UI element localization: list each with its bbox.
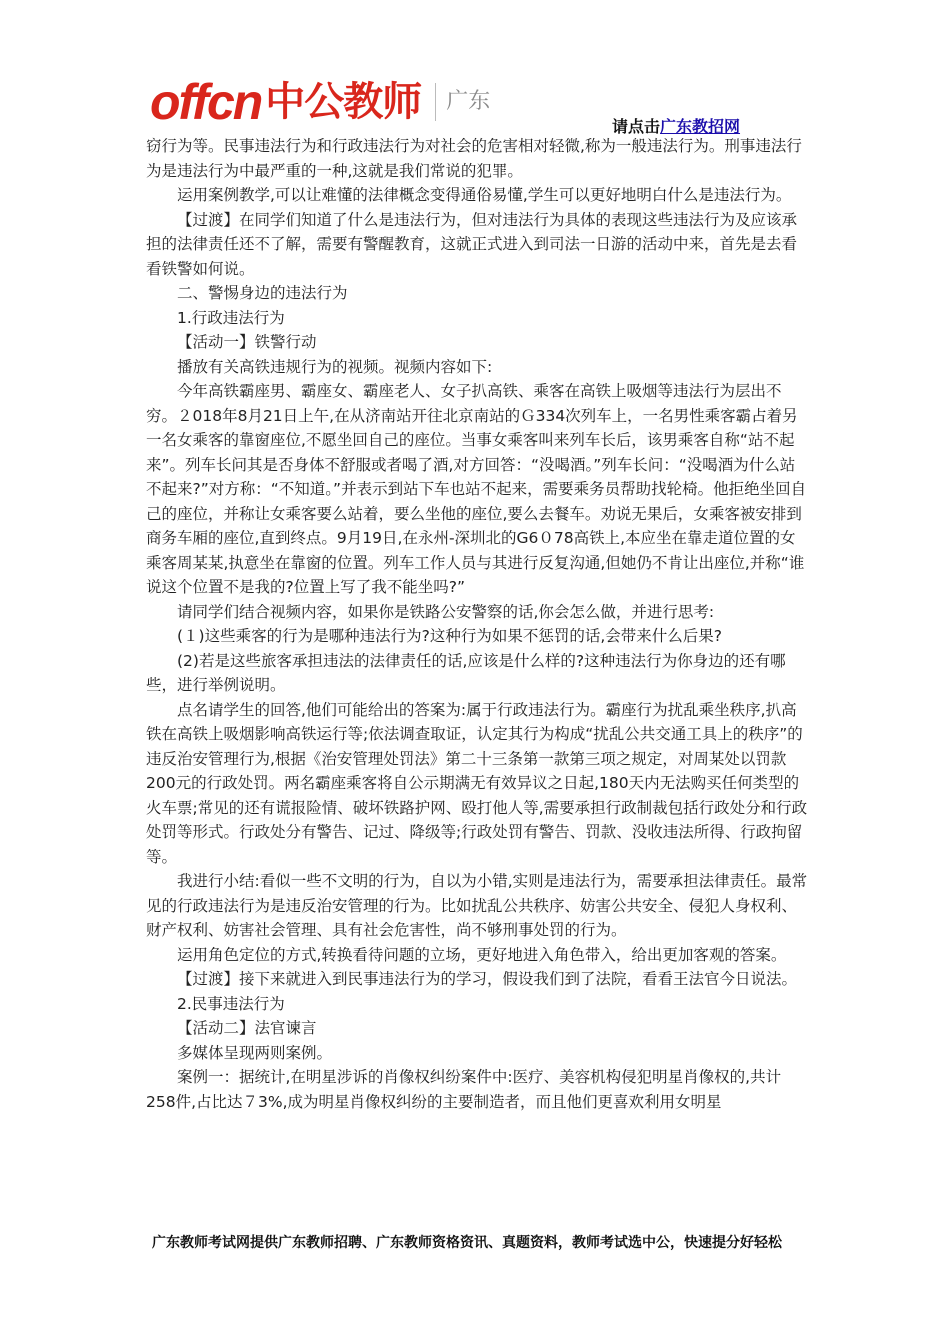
paragraph: 播放有关高铁违规行为的视频。视频内容如下: xyxy=(177,357,493,376)
paragraph: 1.行政违法行为 xyxy=(177,308,285,327)
paragraph: 运用角色定位的方式,转换看待问题的立场，更好地进入角色带入，给出更加客观的答案。 xyxy=(177,945,787,964)
paragraph: 【过渡】接下来就进入到民事违法行为的学习，假设我们到了法院，看看王法官今日说法。 xyxy=(177,970,798,988)
paragraph: 多媒体呈现两则案例。 xyxy=(177,1043,333,1062)
logo-chinese: 中公教师 xyxy=(265,79,422,125)
offcn-logo xyxy=(150,72,490,132)
footer-banner: 广东教师考试网提供广东教师招聘、广东教师资格资讯、真题资料，教师考试选中公，快速提分好轻松 xyxy=(152,1235,782,1251)
paragraph: 窃行为等。民事违法行为和行政违法行为对社会的危害相对轻微,称为一般违法行为。刑事违法行为是违法行为中最严重的一种,这就是我们常说的犯罪。 xyxy=(146,137,802,180)
paragraph: 点名请学生的回答,他们可能给出的答案为:属于行政违法行为。霸座行为扰乱乘坐秩序,扒高铁在高铁上吸烟影响高铁运行等;依法调查取证，认定其行为构成“扰乱公共交通工具上的秩序”的违反治安管理行为,根据《治安管理处罚法》第二十三条第一款第三项之规定，对周某处以罚款200元的行政处罚。两名霸座乘客将自公示期满无有效异议之日起,180天内无法购买任何类型的火车票;常见的还有谎报险情、破坏铁路护网、殴打他人等,需要承担行政制裁包括行政处分和行政处罚等形式。行政处分有警告、记过、降级等;行政处罚有警告、罚款、没收违法所得、行政拘留等。 xyxy=(146,700,808,866)
paragraph: 今年高铁霸座男、霸座女、霸座老人、女子扒高铁、乘客在高铁上吸烟等违法行为层出不穷。２018年8月21日上午,在从济南站开往北京南站的Ｇ334次列车上，一名男性乘客霸占着另一名女乘客的靠窗座位,不愿坐回自己的座位。当事女乘客叫来列车长后，该男乘客自称“站不起来”。列车长问其是否身体不舒服或者喝了酒,对方回答：“没喝酒。”列车长问：“没喝酒为什么站不起来?”对方称：“不知道。”并表示到站下车也站不起来，需要乘务员帮助找轮椅。他拒绝坐回自己的座位，并称让女乘客要么站着，要么坐他的座位,要么去餐车。劝说无果后，女乘客被安排到商务车厢的座位,直到终点。9月19日,在永州-深圳北的G6０78高铁上,本应坐在靠走道位置的女乘客周某某,执意坐在靠窗的位置。列车工作人员与其进行反复沟通,但她仍不肯让出座位,并称“谁说这个位置不是我的?位置上写了我不能坐吗?” xyxy=(146,382,807,596)
logo-region: 广东 xyxy=(446,89,491,114)
paragraph: 案例一：据统计,在明星涉诉的肖像权纠纷案件中:医疗、美容机构侵犯明星肖像权的,共计258件,占比达７3%,成为明星肖像权纠纷的主要制造者，而且他们更喜欢利用女明星 xyxy=(146,1068,782,1111)
guangdong-jiaozhao-link[interactable]: 广东教招网 xyxy=(660,117,741,136)
paragraph: 二、警惕身边的违法行为 xyxy=(177,284,348,302)
paragraph: 运用案例教学,可以让难懂的法律概念变得通俗易懂,学生可以更好地明白什么是违法行为。 xyxy=(177,186,792,204)
paragraph: 2.民事违法行为 xyxy=(177,994,285,1013)
paragraph: 【活动一】铁警行动 xyxy=(177,333,317,351)
paragraph: 【过渡】在同学们知道了什么是违法行为，但对违法行为具体的表现这些违法行为及应该承担的法律责任还不了解，需要有警醒教育，这就正式进入到司法一日游的活动中来，首先是去看看铁警如何说。 xyxy=(146,210,798,278)
paragraph: 请同学们结合视频内容，如果你是铁路公安警察的话,你会怎么做，并进行思考: xyxy=(177,602,715,621)
logo-wordmark: offcn xyxy=(150,74,262,130)
paragraph: 我进行小结:看似一些不文明的行为，自以为小错,实则是违法行为，需要承担法律责任。最常见的行政违法行为是违反治安管理的行为。比如扰乱公共秩序、妨害公共安全、侵犯人身权利、财产权利、妨害社会管理、具有社会危害性，尚不够刑事处罚的行为。 xyxy=(146,872,808,939)
paragraph: (2)若是这些旅客承担违法的法律责任的话,应该是什么样的?这种违法行为你身边的还有哪些，进行举例说明。 xyxy=(146,651,786,694)
logo-divider xyxy=(435,83,436,121)
click-prefix: 请点击 xyxy=(612,117,661,136)
paragraph: (１)这些乘客的行为是哪种违法行为?这种行为如果不惩罚的话,会带来什么后果? xyxy=(177,627,722,645)
paragraph: 【活动二】法官谏言 xyxy=(177,1019,317,1037)
document-body xyxy=(146,134,808,1114)
